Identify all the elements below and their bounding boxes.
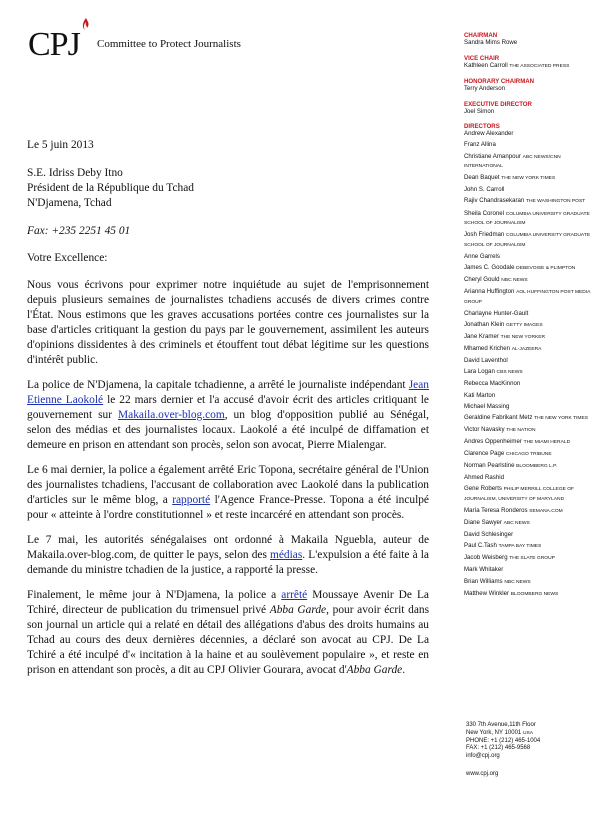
director-name: Rebecca MacKinnon: [464, 380, 521, 388]
director-name: María Teresa Ronderos: [464, 506, 528, 514]
chairman-label: CHAIRMAN: [464, 32, 498, 39]
director-affiliation: SEMANA.COM: [529, 508, 563, 514]
director-entry: [464, 345, 600, 355]
afp-report-link[interactable]: rapporté: [172, 494, 211, 506]
director-name: Arianna Huffington: [464, 288, 515, 296]
director-entry: [464, 368, 600, 378]
director-affiliation: CBS NEWS: [496, 370, 523, 376]
director-name: David Laventhol: [464, 357, 508, 365]
director-affiliation: ABC NEWS/CNN INTERNATIONAL: [464, 154, 561, 170]
director-entry: [464, 153, 600, 172]
director-entry: [464, 403, 600, 412]
director-affiliation: THE MIAMI HERALD: [523, 439, 571, 445]
director-name: James C. Goodale: [464, 264, 515, 271]
director-affiliation: ABC NEWS: [503, 521, 530, 527]
director-entry: [464, 507, 600, 517]
director-entry: [464, 130, 600, 139]
director-affiliation: NBC NEWS: [504, 579, 531, 585]
director-entry: [464, 554, 600, 564]
p5-text-c: , pour avoir écrit dans son journal un article qui a relaté en détail des allégations d'abus des droits humains au Tchad au cours des deux dernières décennies, a déclaré son avocat au CPJ. De La Tchiré a été inculpé d'« incitation à la haine et au soulèvement populaire », et reste en prison en attendant son procès, a dit au CPJ Olivier Gourara, avocat d': [27, 604, 429, 676]
director-entry: [464, 186, 600, 195]
director-entry: [464, 566, 600, 575]
director-entry: [464, 578, 600, 588]
paragraph-4: [27, 533, 429, 578]
director-affiliation: PHILIP MERRILL COLLEGE OF JOURNALISM, UNIVERSITY OF MARYLAND: [464, 487, 575, 502]
director-affiliation: COLUMBIA UNIVERSITY GRADUATE SCHOOL OF JOURNALISM: [464, 211, 590, 227]
vice-chair-label: VICE CHAIR: [464, 54, 500, 62]
director-entry: [464, 264, 600, 274]
director-entry: [464, 531, 600, 540]
abba-garde-title: Abba Garde: [269, 604, 327, 616]
director-entry: [464, 197, 600, 207]
director-affiliation: BLOOMBERG L.P.: [516, 464, 558, 470]
paragraph-3: [27, 463, 429, 523]
director-name: Lara Logan: [464, 368, 495, 376]
org-website: www.cpj.org: [466, 771, 499, 777]
board-sidebar: [464, 32, 600, 602]
director-name: Andres Oppenheimer: [464, 437, 522, 445]
director-name: Ahmed Rashid: [464, 474, 504, 482]
recipient-address: [27, 166, 429, 211]
arrest-link[interactable]: arrêté: [281, 589, 308, 601]
director-entry: [464, 426, 600, 436]
director-name: Franz Allina: [464, 141, 496, 149]
address-country: USA: [522, 730, 533, 736]
director-affiliation: TAMPA BAY TIMES: [498, 544, 542, 550]
address-city: [466, 730, 540, 738]
p2-text-b: le 22 mars dernier et l'a accusé d'avoir écrit des articles critiquant le gouvernement sur: [27, 394, 429, 421]
media-link[interactable]: médias: [270, 549, 303, 561]
honorary-chairman-label: HONORARY CHAIRMAN: [464, 78, 535, 86]
director-entry: [464, 288, 600, 307]
director-name: Jacob Weisberg: [464, 554, 508, 562]
p3-text-a: Le 6 mai dernier, la police a également arrêté Eric Topona, secrétaire général de l'Union des journalistes tchadiens, l'accusant de collaboration avec Laokolé dans la publication d'articles sur le même blog, a: [27, 464, 429, 506]
p5-text-a: Finalement, le même jour à N'Djamena, la police a: [27, 589, 282, 601]
recipient-title: Président de la République du Tchad: [27, 182, 194, 194]
director-name: John S. Carroll: [464, 186, 505, 194]
laokole-link[interactable]: Jean Etienne Laokolé: [27, 379, 429, 406]
director-name: Josh Friedman: [464, 231, 505, 239]
director-name: Kati Marton: [464, 391, 496, 399]
director-entry: [464, 519, 600, 529]
director-affiliation: THE WASHINGTON POST: [526, 199, 586, 205]
director-entry: [464, 438, 600, 448]
vice-chair-affiliation: THE ASSOCIATED PRESS: [509, 63, 570, 69]
director-name: Anne Garrels: [464, 252, 500, 260]
address-city-text: New York, NY 10001: [466, 729, 522, 736]
letter-body: [27, 138, 429, 688]
org-name: Committee to Protect Journalists: [97, 38, 241, 50]
director-name: Norman Pearlstine: [464, 462, 515, 470]
director-entry: [464, 462, 600, 472]
director-entry: [464, 231, 600, 250]
director-name: Brian Williams: [464, 577, 503, 585]
director-affiliation: CHICAGO TRIBUNE: [506, 452, 552, 457]
director-entry: [464, 380, 600, 389]
p4-text-a: Le 7 mai, les autorités sénégalaises ont ordonné à Makaila Nguebla, auteur de Makaila.over-blog.com, de quitter le pays, selon des: [27, 534, 429, 561]
director-affiliation: THE NEW YORK TIMES: [501, 176, 556, 182]
director-affiliation: THE NEW YORK TIMES: [534, 415, 589, 421]
director-affiliation: AOL HUFFINGTON POST MEDIA GROUP: [464, 290, 591, 305]
director-name: Mhamed Krichen: [464, 345, 511, 353]
directors-list: [464, 130, 600, 599]
flame-icon: [82, 18, 90, 32]
director-name: Michael Massing: [464, 402, 510, 410]
executive-director-label: EXECUTIVE DIRECTOR: [464, 100, 532, 108]
director-name: Matthew Winkler: [464, 589, 510, 597]
p4-text-b: . L'expulsion a été faite à la demande du ministre tchadien de la justice, a rapporté la presse.: [27, 549, 429, 576]
director-entry: [464, 474, 600, 483]
director-affiliation: THE NEW YORKER: [500, 335, 546, 341]
p3-text-b: l'Agence France-Presse. Topona a été inculpé pour « atteinte à l'ordre constitutionnel » et reste incarcéré en attendant son procès.: [27, 494, 429, 521]
p5-text-d: .: [402, 664, 406, 676]
director-entry: [464, 485, 600, 504]
paragraph-1: Nous vous écrivons pour exprimer notre inquiétude au sujet de l'emprisonnement depuis plusieurs semaines de journalistes tchadiens accusés de divers crimes contre l'État. Nous estimons que les graves accusations portées contre ces journalistes sur la base d'articles critiquant la gestion du pays par le gouvernement, assimilent les auteurs d'opinions dissidentes à des criminels et étouffent tout débat légitime sur les questions d'intérêt public.: [27, 279, 429, 366]
director-name: Jane Kramer: [464, 333, 499, 341]
director-entry: [464, 310, 600, 319]
director-entry: [464, 321, 600, 331]
director-name: Jonathan Klein: [464, 320, 505, 328]
director-affiliation: THE SLATE GROUP: [509, 556, 555, 562]
paragraph-5: [27, 588, 429, 678]
director-name: Victor Navasky: [464, 425, 505, 433]
director-name: Paul C.Tash: [464, 542, 497, 550]
p2-text-a: La police de N'Djamena, la capitale tchadienne, a arrêté le journaliste indépendant: [27, 379, 409, 391]
logo-text: CPJ: [28, 26, 80, 63]
address-phone: PHONE: +1 (212) 465-1004: [466, 737, 541, 744]
director-affiliation: COLUMBIA UNIVERSITY GRADUATE SCHOOL OF JOURNALISM: [464, 233, 591, 248]
abba-garde-title-2: Abba Garde: [346, 664, 403, 676]
director-entry: [464, 357, 600, 366]
director-entry: [464, 174, 600, 184]
honorary-chairman-name: Terry Anderson: [464, 85, 505, 93]
vice-chair-name: [464, 62, 600, 72]
director-entry: [464, 414, 600, 424]
director-entry: [464, 210, 600, 229]
address-fax: FAX: +1 (212) 465-9568: [466, 745, 531, 752]
director-affiliation: DEBEVOISE & PLIMPTON: [516, 266, 576, 271]
director-name: Christiane Amanpour: [464, 152, 521, 160]
chairman-name: Sandra Mims Rowe: [464, 39, 518, 46]
letter-date: Le 5 juin 2013: [27, 139, 94, 151]
director-name: Cheryl Gould: [464, 276, 500, 284]
director-name: Charlayne Hunter-Gault: [464, 309, 529, 317]
director-name: Dean Baquet: [464, 174, 500, 182]
director-name: Clarence Page: [464, 450, 505, 457]
director-entry: [464, 253, 600, 262]
director-name: David Schlesinger: [464, 531, 514, 539]
executive-director-name: Joel Simon: [464, 107, 495, 115]
director-entry: [464, 333, 600, 343]
address-street: 330 7th Avenue,11th Floor: [466, 722, 536, 728]
director-name: Rajiv Chandrasekaran: [464, 197, 525, 205]
director-affiliation: THE NATION: [506, 427, 536, 433]
directors-label: DIRECTORS: [464, 123, 500, 131]
director-name: Mark Whitaker: [464, 566, 504, 574]
director-name: Andrew Alexander: [464, 130, 514, 138]
org-address: [466, 722, 540, 761]
director-entry: [464, 276, 600, 286]
director-affiliation: GETTY IMAGES: [506, 322, 543, 328]
paragraph-2: [27, 378, 429, 453]
director-name: Sheila Coronel: [464, 209, 504, 217]
director-entry: [464, 590, 600, 600]
director-entry: [464, 542, 600, 552]
recipient-fax: Fax: +235 2251 45 01: [27, 225, 131, 237]
director-affiliation: NBC NEWS: [501, 278, 528, 284]
director-name: Geraldine Fabrikant Metz: [464, 413, 533, 421]
director-name: Diane Sawyer: [464, 519, 502, 527]
address-email: info@cpj.org: [466, 753, 500, 760]
director-name: Gene Roberts: [464, 485, 502, 493]
vice-chair-person: Kathleen Carroll: [464, 61, 508, 69]
salutation: Votre Excellence:: [27, 252, 108, 264]
director-affiliation: BLOOMBERG NEWS: [510, 591, 559, 597]
director-affiliation: AL-JAZEERA: [511, 347, 542, 353]
director-entry: [464, 450, 600, 460]
makaila-blog-link[interactable]: Makaila.over-blog.com: [118, 409, 225, 421]
recipient-city: N'Djamena, Tchad: [27, 197, 112, 209]
director-entry: [464, 392, 600, 401]
director-entry: [464, 141, 600, 150]
recipient-name: S.E. Idriss Deby Itno: [27, 167, 123, 179]
p2-text-c: , un blog d'opposition publié au Sénégal, selon des médias et des journalistes locaux. Laokolé a été inculpé de diffamation et demeure en prison en attendant son procès, selon son avocat, Pierre Mialengar.: [27, 409, 429, 451]
p5-text-b: Moussaye Avenir De La Tchiré, directeur de publication du trimensuel privé: [27, 589, 429, 616]
